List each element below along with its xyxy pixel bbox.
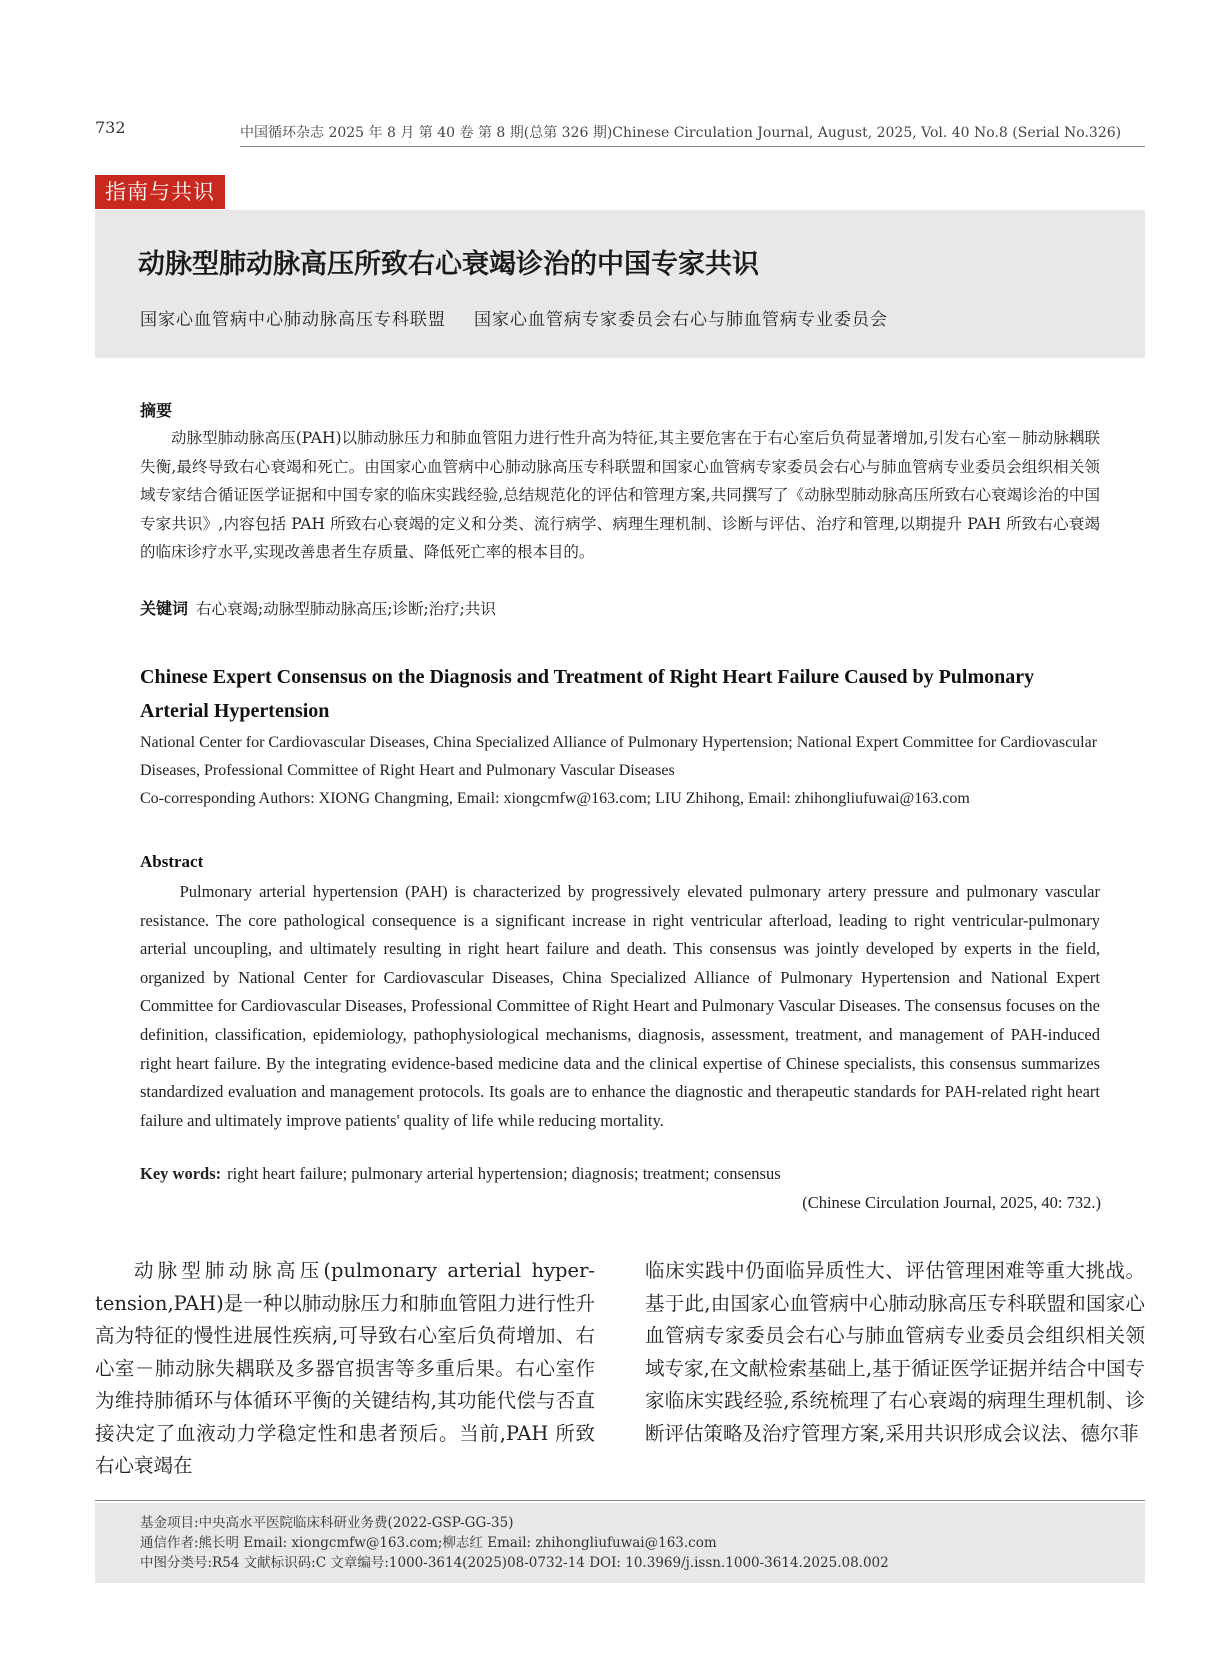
- abstract-en-label: Abstract: [140, 852, 204, 871]
- affiliation-en-orgs: National Center for Cardiovascular Diseases, China Specialized Alliance of Pulmonary Hypertension; National Expert Committee for Cardiovascular Diseases, Professional Committee of Right Heart and Pulmonary Vascular Diseases: [140, 734, 1098, 779]
- abstract-en-text: Pulmonary arterial hypertension (PAH) is characterized by progressively elevated pulmonary artery pressure and pulmonary vascular resistance. The core pathological consequence is a significant increase in right ventricular afterload, leading to right ventricular-pulmonary arterial uncoupling, and ultimately resulting in right heart failure and death. This consensus was jointly developed by experts in the field, organized by National Center for Cardiovascular Diseases, China Specialized Alliance of Pulmonary Hypertension and National Expert Committee for Cardiovascular Diseases, Professional Committee of Right Heart and Pulmonary Vascular Diseases. The consensus focuses on the definition, classification, epidemiology, pathophysiological mechanisms, diagnosis, assessment, treatment, and management of PAH-induced right heart failure. By the integrating evidence-based medicine data and the clinical expertise of Chinese specialists, this consensus summarizes standardized evaluation and management protocols. Its goals are to enhance the diagnostic and therapeutic standards for PAH-related right heart failure and ultimately improve patients' quality of life while reducing mortality.: [140, 882, 1100, 1130]
- authors-cn: [140, 305, 888, 330]
- keywords-en-values: right heart failure; pulmonary arterial hypertension; diagnosis; treatment; consensus: [227, 1164, 781, 1183]
- title-en: Chinese Expert Consensus on the Diagnosis and Treatment of Right Heart Failure Caused by Pulmonary Arterial Hypertension: [140, 666, 1035, 722]
- abstract-cn-text: 动脉型肺动脉高压(PAH)以肺动脉压力和肺血管阻力进行性升高为特征,其主要危害在于右心室后负荷显著增加,引发右心室－肺动脉耦联失衡,最终导致右心衰竭和死亡。由国家心血管病中心肺动脉高压专科联盟和国家心血管病专家委员会右心与肺血管病专业委员会组织相关领域专家结合循证医学证据和中国专家的临床实践经验,总结规范化的评估和管理方案,共同撰写了《动脉型肺动脉高压所致右心衰竭诊治的中国专家共识》,内容包括 PAH 所致右心衰竭的定义和分类、流行病学、病理生理机制、诊断与评估、治疗和管理,以期提升 PAH 所致右心衰竭的临床诊疗水平,实现改善患者生存质量、降低死亡率的根本目的。: [140, 429, 1100, 561]
- keywords-en: [140, 1164, 781, 1184]
- page-number: 732: [95, 118, 126, 137]
- corresponding-authors: Co-corresponding Authors: XIONG Changming, Email: xiongcmfw@163.com; LIU Zhihong, Email: zhihongliufuwai@163.com: [140, 790, 970, 807]
- citation: (Chinese Circulation Journal, 2025, 40: 732.): [802, 1193, 1101, 1212]
- section-tag: 指南与共识: [95, 175, 225, 209]
- affiliation-en: [140, 729, 1100, 813]
- keywords-cn: [140, 596, 496, 619]
- keywords-cn-values: 右心衰竭;动脉型肺动脉高压;诊断;治疗;共识: [196, 600, 496, 618]
- funding-note: 基金项目:中央高水平医院临床科研业务费(2022-GSP-GG-35): [140, 1515, 514, 1531]
- running-header: 中国循环杂志 2025 年 8 月 第 40 卷 第 8 期(总第 326 期)Chinese Circulation Journal, August, 2025, Vol. 40 No.8 (Serial No.326): [240, 122, 1145, 147]
- author-org-2: 国家心血管病专家委员会右心与肺血管病专业委员会: [474, 310, 888, 330]
- footer-divider: [95, 1500, 1145, 1501]
- body-column-right: 临床实践中仍面临异质性大、评估管理困难等重大挑战。基于此,由国家心血管病中心肺动脉高压专科联盟和国家心血管病专家委员会右心与肺血管病专业委员会组织相关领域专家,在文献检索基础上,基于循证医学证据并结合中国专家临床实践经验,系统梳理了右心衰竭的病理生理机制、诊断评估策略及治疗管理方案,采用共识形成会议法、德尔菲: [645, 1259, 1145, 1445]
- author-org-1: 国家心血管病中心肺动脉高压专科联盟: [140, 310, 446, 330]
- correspondence-note: 通信作者:熊长明 Email: xiongcmfw@163.com;柳志红 Email: zhihongliufuwai@163.com: [140, 1535, 717, 1551]
- keywords-en-label: Key words:: [140, 1164, 222, 1183]
- abstract-cn-label: 摘要: [140, 401, 173, 420]
- title-cn: 动脉型肺动脉高压所致右心衰竭诊治的中国专家共识: [138, 249, 759, 280]
- keywords-cn-label: 关键词: [140, 599, 189, 618]
- body-column-left: 动脉型肺动脉高压(pulmonary arterial hyper-tension,PAH)是一种以肺动脉压力和肺血管阻力进行性升高为特征的慢性进展性疾病,可导致右心室后负荷增加、右心室－肺动脉失耦联及多器官损害等多重后果。右心室作为维持肺循环与体循环平衡的关键结构,其功能代偿与否直接决定了血液动力学稳定性和患者预后。当前,PAH 所致右心衰竭在: [95, 1259, 595, 1477]
- footer-notes: [140, 1513, 889, 1573]
- title-box: [95, 210, 1145, 358]
- classification-note: 中图分类号:R54 文献标识码:C 文章编号:1000-3614(2025)08-0732-14 DOI: 10.3969/j.issn.1000-3614.2025.08.002: [140, 1555, 889, 1571]
